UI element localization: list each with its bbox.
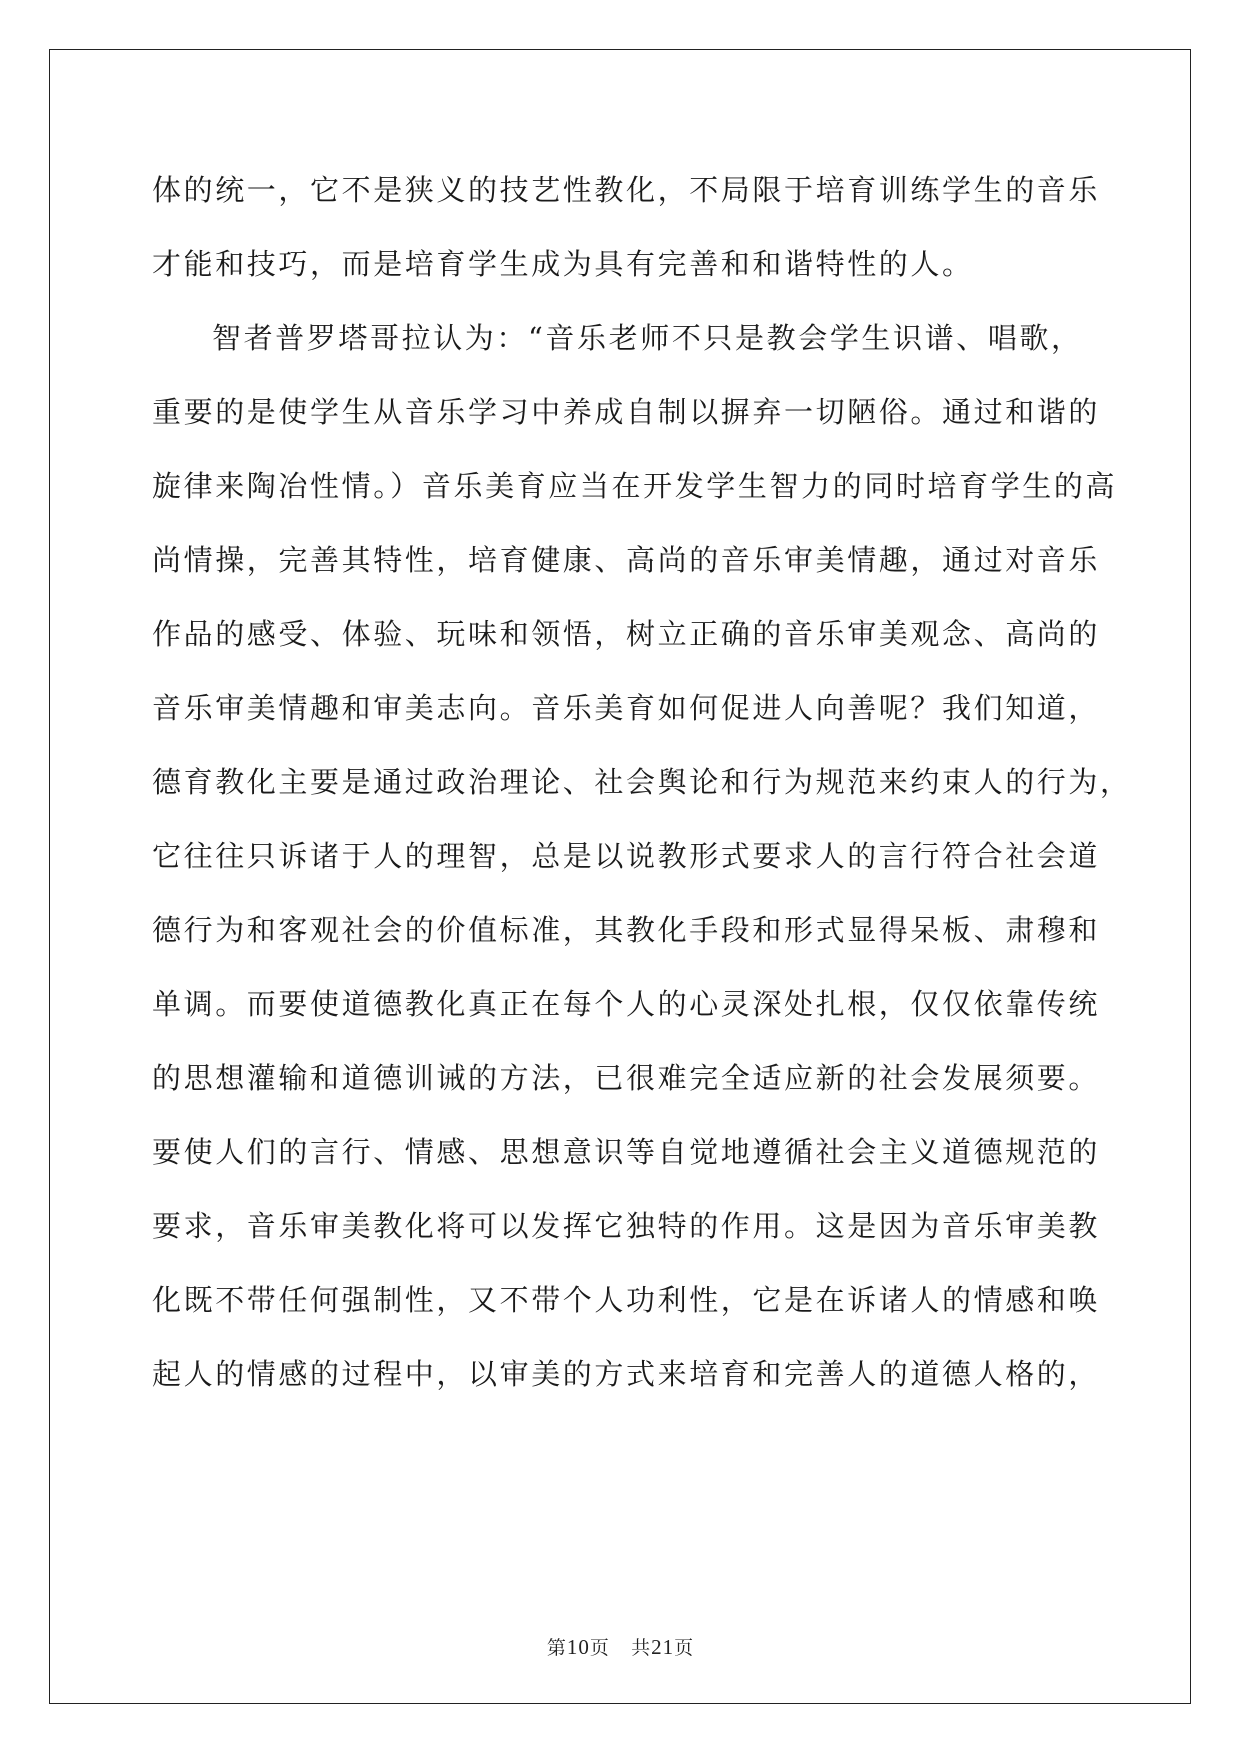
text-line: 要使人们的言行、情感、思想意识等自觉地遵循社会主义道德规范的: [152, 1135, 1101, 1169]
text-line: 要求，音乐审美教化将可以发挥它独特的作用。这是因为音乐审美教: [152, 1209, 1101, 1243]
total-label-suffix: 页: [674, 1637, 695, 1659]
text-line: 重要的是使学生从音乐学习中养成自制以摒弃一切陋俗。通过和谐的: [152, 395, 1101, 429]
paragraph-start-line: 智者普罗塔哥拉认为：“音乐老师不只是教会学生识谱、唱歌，: [212, 321, 1083, 355]
page-number: 10: [566, 1635, 590, 1659]
total-label-prefix: 共: [631, 1637, 652, 1659]
body-text: [152, 162, 1132, 1420]
page-label-prefix: 第: [546, 1637, 567, 1659]
text-line: 起人的情感的过程中，以审美的方式来培育和完善人的道德人格的，: [152, 1357, 1101, 1391]
text-line: 尚情操，完善其特性，培育健康、高尚的音乐审美情趣，通过对音乐: [152, 543, 1101, 577]
text-line: 化既不带任何强制性，又不带个人功利性，它是在诉诸人的情感和唤: [152, 1283, 1101, 1317]
text-line: 它往往只诉诸于人的理智，总是以说教形式要求人的言行符合社会道: [152, 839, 1101, 873]
text-line: 体的统一，它不是狭义的技艺性教化，不局限于培育训练学生的音乐: [152, 173, 1101, 207]
text-line: 单调。而要使道德教化真正在每个人的心灵深处扎根，仅仅依靠传统: [152, 987, 1101, 1021]
page-label-suffix: 页: [589, 1637, 610, 1659]
page-footer: [0, 1633, 1241, 1660]
text-line: 的思想灌输和道德训诫的方法，已很难完全适应新的社会发展须要。: [152, 1061, 1101, 1095]
text-line: 作品的感受、体验、玩味和领悟，树立正确的音乐审美观念、高尚的: [152, 617, 1101, 651]
text-line: 德育教化主要是通过政治理论、社会舆论和行为规范来约束人的行为，: [152, 765, 1132, 799]
text-line: 旋律来陶冶性情。）音乐美育应当在开发学生智力的同时培育学生的高: [152, 469, 1118, 503]
text-line: 音乐审美情趣和审美志向。音乐美育如何促进人向善呢？我们知道，: [152, 691, 1101, 725]
text-line: 才能和技巧，而是培育学生成为具有完善和和谐特性的人。: [152, 247, 974, 281]
total-pages: 21: [651, 1635, 675, 1659]
text-line: 德行为和客观社会的价值标准，其教化手段和形式显得呆板、肃穆和: [152, 913, 1101, 947]
